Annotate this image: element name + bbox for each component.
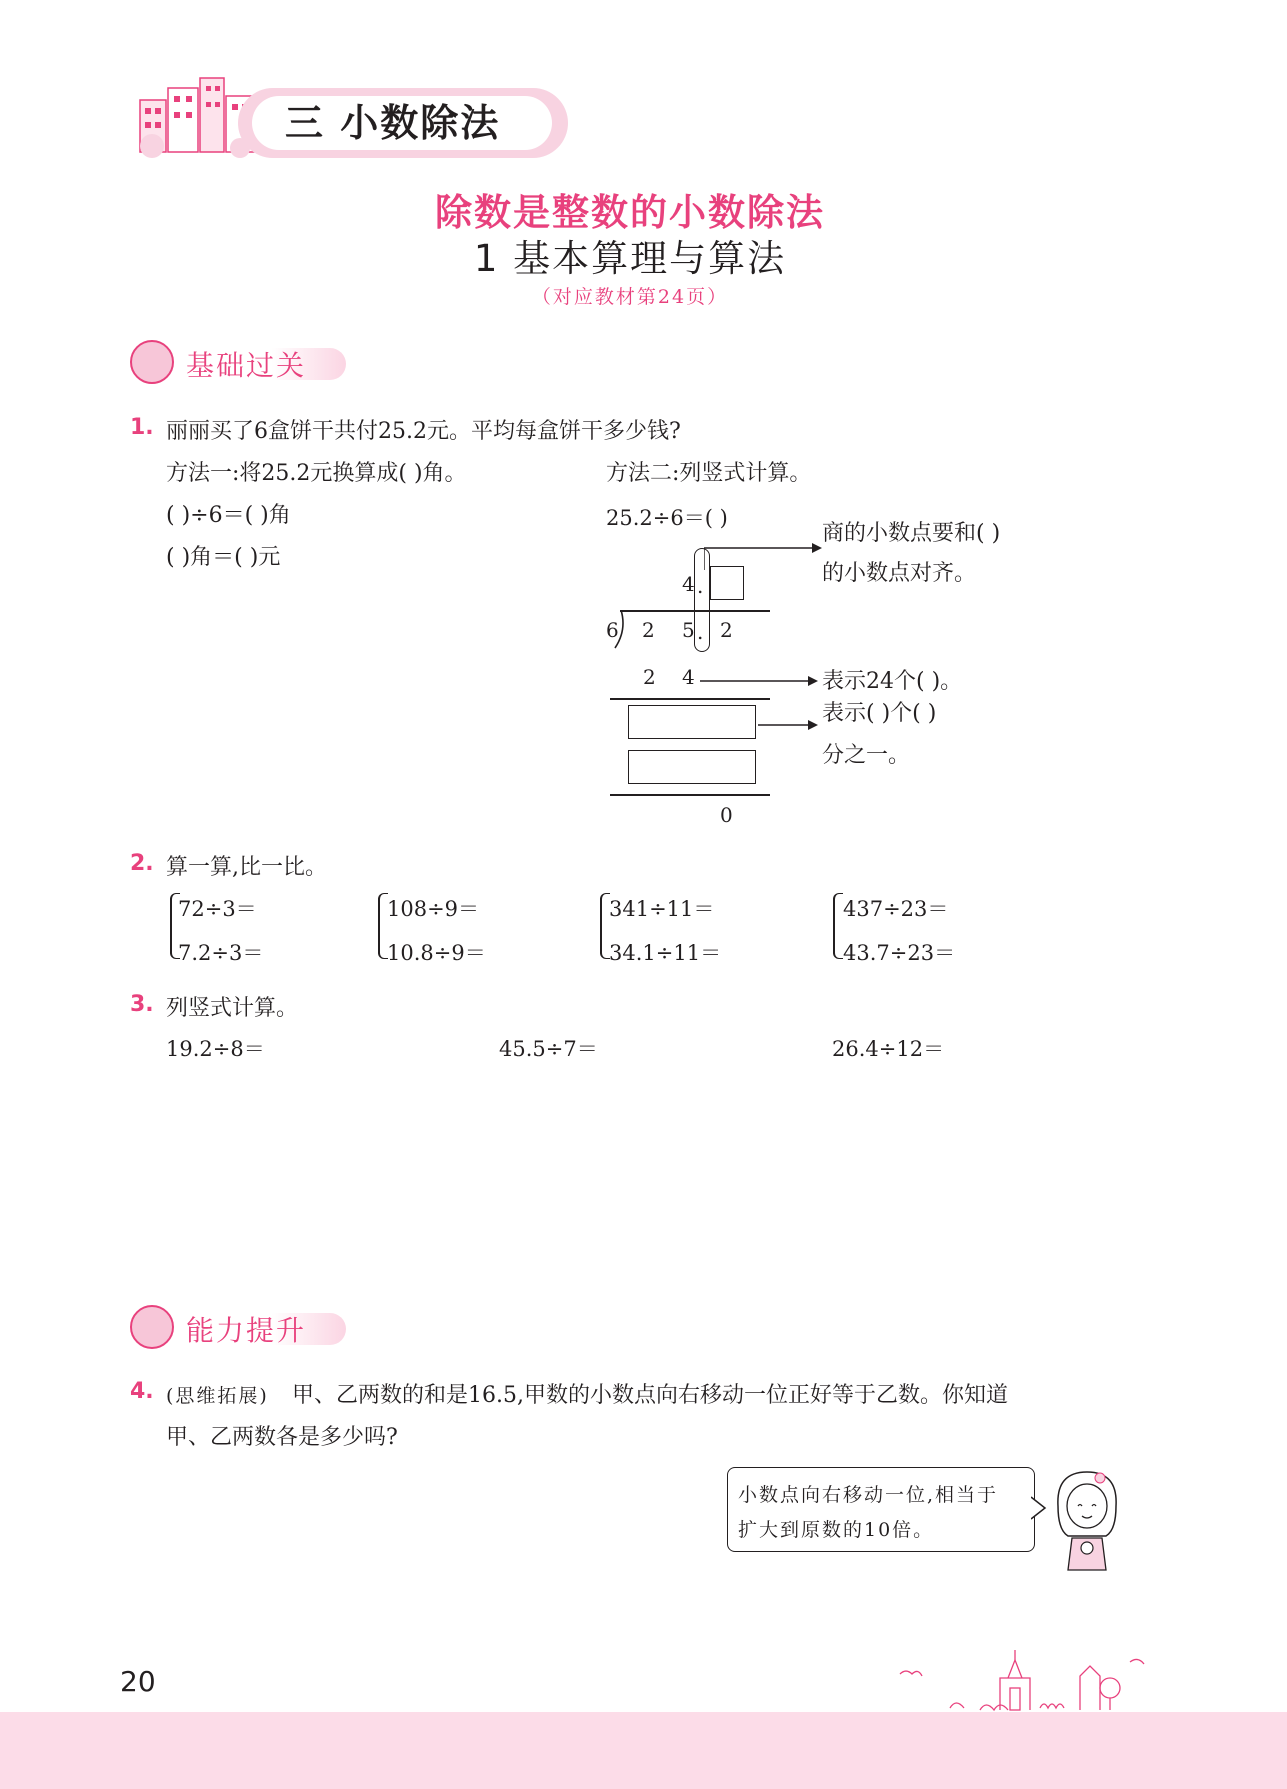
hint-line-1: 小数点向右移动一位,相当于 xyxy=(738,1484,999,1506)
question-text-line-1: 甲、乙两数的和是16.5,甲数的小数点向右移动一位正好等于乙数。你知道 xyxy=(292,1383,1008,1408)
textbook-reference: （对应教材第24页） xyxy=(531,286,729,308)
bubble-tail xyxy=(1031,1495,1047,1521)
calc-item: 34.1÷11＝ xyxy=(609,941,722,965)
divisor: 6 xyxy=(606,618,619,642)
note-decimal-point-line-2: 的小数点对齐。 xyxy=(822,561,977,586)
note-remainder-line-2: 分之一。 xyxy=(822,743,911,768)
calc-item: 108÷9＝ xyxy=(387,897,480,921)
division-equation: 25.2÷6＝( ) xyxy=(606,506,728,530)
hint-line-2: 扩大到原数的10倍。 xyxy=(738,1519,935,1541)
subtraction-line xyxy=(610,698,770,700)
question-number: 3. xyxy=(130,992,154,1017)
calc-item: 437÷23＝ xyxy=(843,897,949,921)
method-one-title: 方法一:将25.2元换算成( )角。 xyxy=(166,461,467,486)
product-digit: 4 xyxy=(682,665,695,689)
calc-item: 19.2÷8＝ xyxy=(166,1037,265,1061)
chapter-title: 三 小数除法 xyxy=(285,101,501,145)
dividend-digit: 2 xyxy=(720,618,733,642)
girl-face-icon xyxy=(130,340,174,384)
method-two-title: 方法二:列竖式计算。 xyxy=(606,461,812,486)
calc-item: 26.4÷12＝ xyxy=(832,1037,945,1061)
page-number: 20 xyxy=(120,1665,156,1698)
product-answer-box[interactable] xyxy=(628,750,756,784)
girl-face-icon xyxy=(130,1305,174,1349)
question-prompt: 列竖式计算。 xyxy=(166,996,299,1021)
footer-band xyxy=(0,1712,1287,1789)
calc-item: 341÷11＝ xyxy=(609,897,715,921)
question-tag: (思维拓展) xyxy=(166,1385,269,1407)
unit-title: 除数是整数的小数除法 xyxy=(435,191,825,234)
subtraction-line xyxy=(610,794,770,796)
quotient-digit: 4 xyxy=(682,572,695,596)
section-label: 基础过关 xyxy=(186,349,307,382)
note-remainder-line-1: 表示( )个( ) xyxy=(822,701,937,726)
remainder: 0 xyxy=(720,803,733,827)
section-banner-basic xyxy=(130,340,352,386)
question-text-line-2: 甲、乙两数各是多少吗? xyxy=(166,1425,398,1450)
calc-item: 72÷3＝ xyxy=(178,897,257,921)
girl-character-icon xyxy=(1050,1466,1124,1578)
product-digit: 2 xyxy=(643,665,656,689)
castle-decoration-icon xyxy=(880,1648,1170,1718)
pair-brace xyxy=(833,893,843,959)
question-number: 4. xyxy=(130,1379,154,1404)
method-one-line-1: ( )÷6＝( )角 xyxy=(166,503,291,528)
dividend-digit: 2 xyxy=(642,618,655,642)
method-one-line-2: ( )角＝( )元 xyxy=(166,545,281,570)
calc-item: 10.8÷9＝ xyxy=(387,941,486,965)
quotient-answer-box[interactable] xyxy=(710,566,744,600)
section-label: 能力提升 xyxy=(186,1314,307,1347)
question-prompt: 算一算,比一比。 xyxy=(166,855,327,880)
calc-item: 43.7÷23＝ xyxy=(843,941,956,965)
dividend-dot: . xyxy=(697,620,704,644)
quotient-dot: . xyxy=(697,574,704,598)
section-banner-advanced xyxy=(130,1305,352,1351)
calc-item: 7.2÷3＝ xyxy=(178,941,264,965)
question-number: 1. xyxy=(130,415,154,440)
note-decimal-point-line-1: 商的小数点要和( ) xyxy=(822,521,1001,546)
remainder-answer-box[interactable] xyxy=(628,705,756,739)
arrow-icon xyxy=(700,672,820,684)
arrow-icon xyxy=(758,716,820,728)
calc-item: 45.5÷7＝ xyxy=(499,1037,598,1061)
note-product: 表示24个( )。 xyxy=(822,669,963,694)
dividend-digit: 5 xyxy=(682,618,695,642)
question-number: 2. xyxy=(130,851,154,876)
lesson-title: 1 基本算理与算法 xyxy=(473,237,787,280)
question-prompt: 丽丽买了6盒饼干共付25.2元。平均每盒饼干多少钱? xyxy=(166,419,681,444)
arrow-icon xyxy=(704,540,822,570)
